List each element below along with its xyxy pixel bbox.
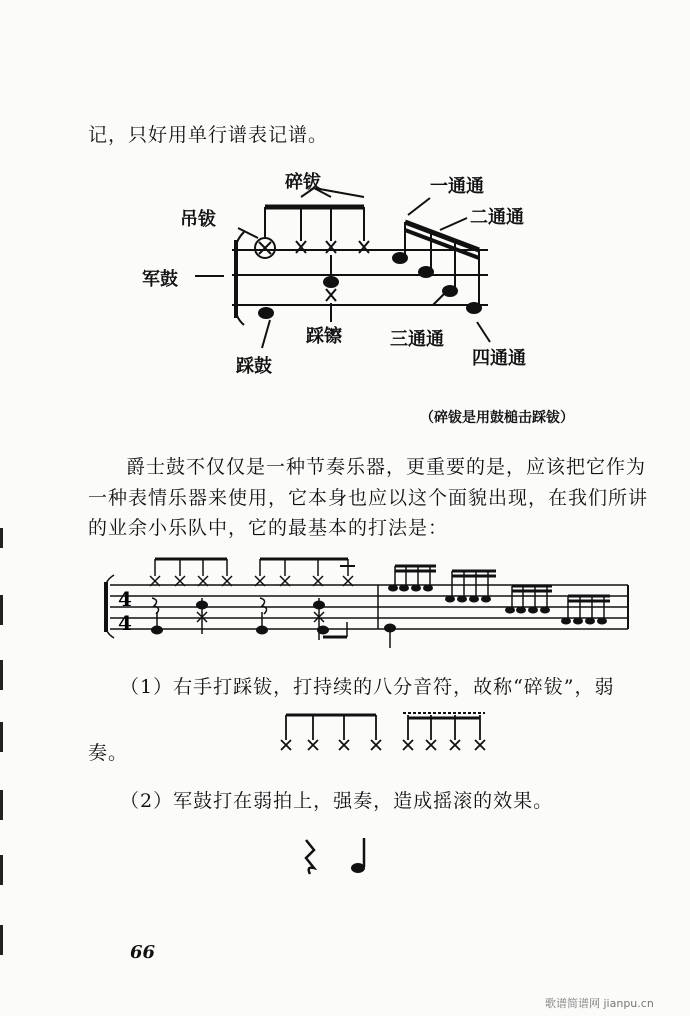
binding-edge-mark <box>0 925 3 955</box>
label-bass-drum: 踩鼓 <box>236 356 272 377</box>
item-2-text: （2）军鼓打在弱拍上，强奏，造成摇滚的效果。 <box>120 790 554 812</box>
paragraph-line: 一种表情乐器来使用，它本身也应以这个面貌出现，在我们所讲 <box>88 487 649 509</box>
label-hanging-cymbal: 吊钹 <box>180 209 216 230</box>
text-line: 记，只好用单行谱表记谱。 <box>88 124 329 146</box>
item-1-text: （1）右手打踩钹，打持续的八分音符，故称“碎钹”，弱 <box>120 676 615 698</box>
binding-edge-mark <box>0 528 3 548</box>
binding-edge-mark <box>0 595 3 625</box>
paragraph-line: 爵士鼓不仅仅是一种节奏乐器，更重要的是，应该把它作为 <box>126 456 647 478</box>
label-crash-cymbal: 碎钹 <box>285 172 321 193</box>
binding-edge-mark <box>0 855 3 885</box>
item-1-text-continued: 奏。 <box>88 742 129 764</box>
time-signature-top: 4 <box>118 587 132 611</box>
diagram-caption: （碎钹是用鼓槌击踩钹） <box>420 410 574 426</box>
label-tom-2: 二通通 <box>470 207 524 228</box>
label-tom-3: 三通通 <box>390 329 444 350</box>
binding-edge-mark <box>0 660 3 690</box>
binding-edge-mark <box>0 790 3 820</box>
binding-edge-mark <box>0 722 3 752</box>
label-hihat: 踩镲 <box>306 326 342 347</box>
paragraph-line: 的业余小乐队中，它的最基本的打法是： <box>88 517 449 539</box>
label-tom-4: 四通通 <box>472 348 526 369</box>
page-number: 66 <box>130 942 156 963</box>
time-signature-bottom: 4 <box>118 611 132 635</box>
watermark: 歌谱简谱网 jianpu.cn <box>545 997 654 1010</box>
label-tom-1: 一通通 <box>430 176 484 197</box>
label-snare: 军鼓 <box>142 269 178 290</box>
